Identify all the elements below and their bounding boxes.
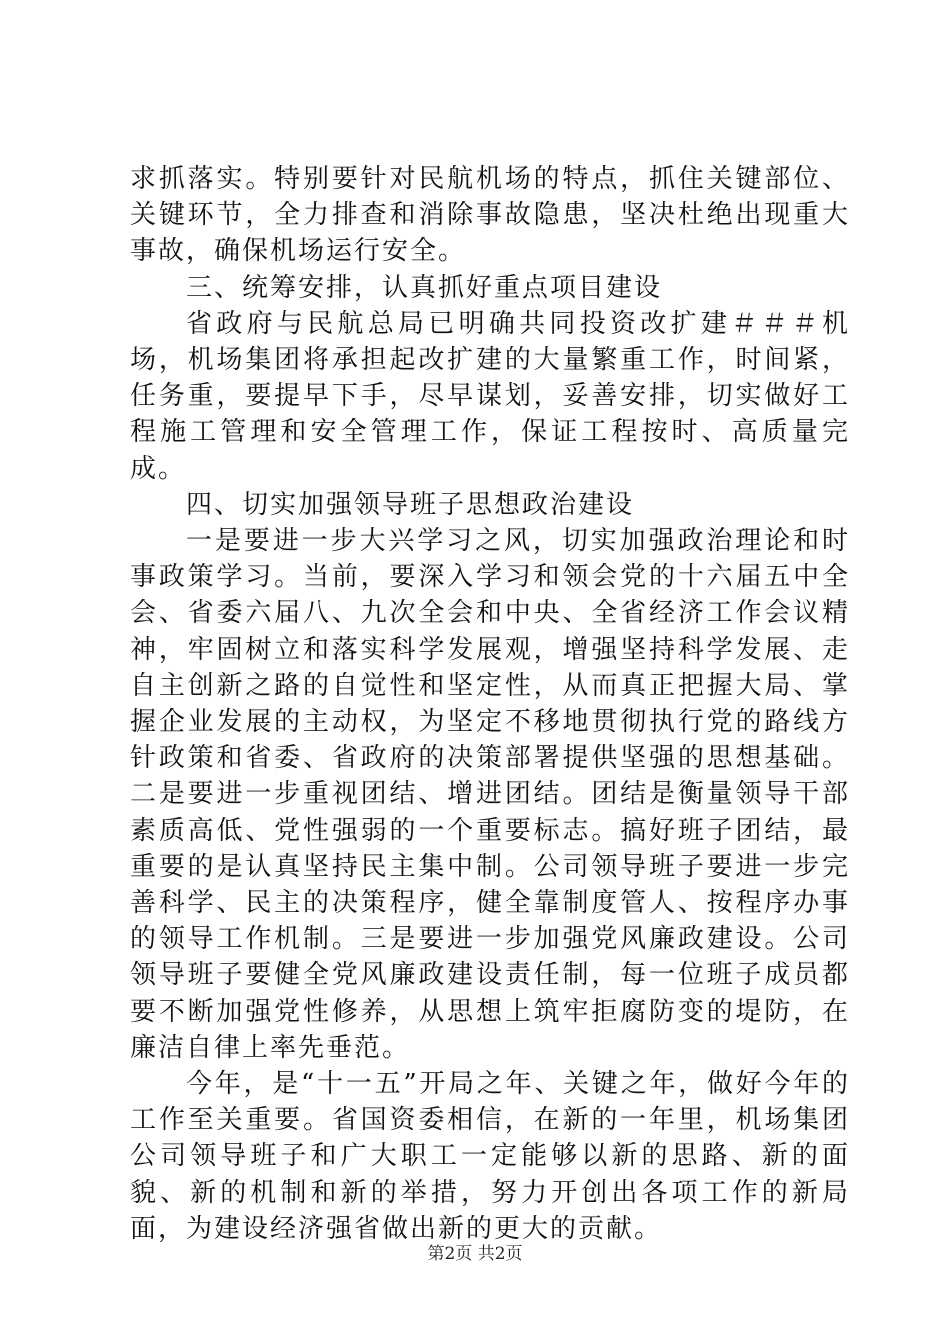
section-heading-3: 三、统筹安排，认真抓好重点项目建设 xyxy=(186,272,663,303)
paragraph-airport-expansion: 省政府与民航总局已明确共同投资改扩建＃＃＃机场，机场集团将承担起改扩建的大量繁重工作，时间紧，任务重，要提早下手，尽早谋划，妥善安排，切实做好工程施工管理和安全管理工作，保证工程按时、高质量完成。 xyxy=(130,308,850,484)
paragraph-continuation: 求抓落实。特别要针对民航机场的特点，抓住关键部位、关键环节，全力排查和消除事故隐患，坚决杜绝出现重大事故，确保机场运行安全。 xyxy=(130,164,850,267)
page-footer: 第2页 共2页 xyxy=(427,1244,523,1264)
paragraph-conclusion: 今年，是“十一五”开局之年、关键之年，做好今年的工作至关重要。省国资委相信，在新的一年里，机场集团公司领导班子和广大职工一定能够以新的思路、新的面貌、新的机制和新的举措，努力开创出各项工作的新局面，为建设经济强省做出新的更大的贡献。 xyxy=(130,1069,850,1244)
document-body xyxy=(130,161,850,1247)
section-heading-4: 四、切实加强领导班子思想政治建设 xyxy=(186,489,635,520)
paragraph-leadership-building: 一是要进一步大兴学习之风，切实加强政治理论和时事政策学习。当前，要深入学习和领会党的十六届五中全会、省委六届八、九次全会和中央、全省经济工作会议精神，牢固树立和落实科学发展观，增强坚持科学发展、走自主创新之路的自觉性和坚定性，从而真正把握大局、掌握企业发展的主动权，为坚定不移地贯彻执行党的路线方针政策和省委、省政府的决策部署提供坚强的思想基础。二是要进一步重视团结、增进团结。团结是衡量领导干部素质高低、党性强弱的一个重要标志。搞好班子团结，最重要的是认真坚持民主集中制。公司领导班子要进一步完善科学、民主的决策程序，健全靠制度管人、按程序办事的领导工作机制。三是要进一步加强党风廉政建设。公司领导班子要健全党风廉政建设责任制，每一位班子成员都要不断加强党性修养，从思想上筑牢拒腐防变的堤防，在廉洁自律上率先垂范。 xyxy=(130,526,850,1063)
